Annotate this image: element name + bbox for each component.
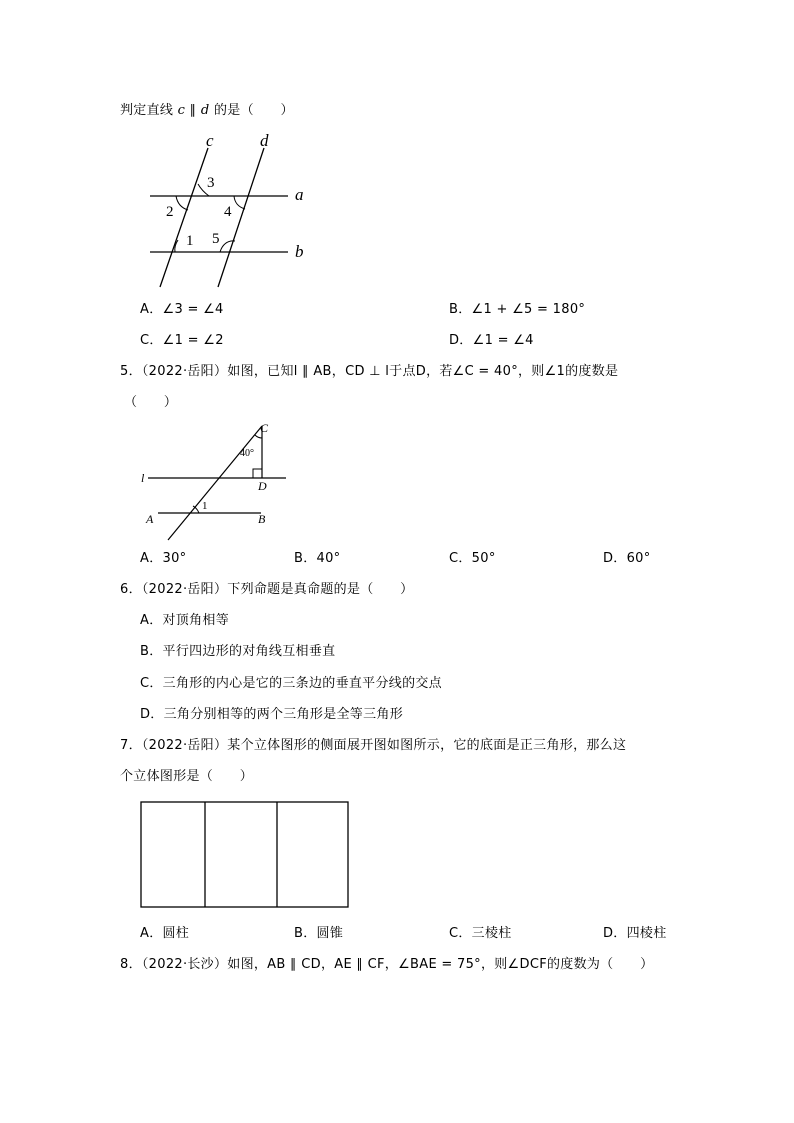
q7-stem-line2: 个立体图形是（ ）: [120, 769, 254, 784]
q4-label-angle1: 1: [186, 233, 194, 249]
q4-label-b: b: [295, 242, 304, 261]
q5-label-d: D: [258, 479, 267, 493]
q4-option-d: D．∠1 = ∠4: [449, 333, 534, 348]
q5-option-d: D．60°: [603, 551, 651, 566]
q6-option-d: D．三角分别相等的两个三角形是全等三角形: [140, 707, 404, 722]
q7-option-c: C．三棱柱: [449, 926, 512, 941]
q4-stem-parallel-symbol: ∥: [189, 103, 197, 118]
q4-label-angle4: 4: [224, 204, 232, 220]
q4-label-angle5: 5: [212, 231, 220, 247]
q4-stem-var-c: c: [177, 103, 186, 118]
q7-net-outline: [141, 802, 348, 907]
q5-label-a: A: [146, 512, 154, 526]
q6-option-c: C．三角形的内心是它的三条边的垂直平分线的交点: [140, 676, 442, 691]
q4-label-d: d: [260, 131, 269, 150]
q4-option-c: C．∠1 = ∠2: [140, 333, 224, 348]
q5-option-b: B．40°: [294, 551, 341, 566]
q4-label-a: a: [295, 185, 304, 204]
q5-label-40: 40°: [240, 448, 254, 459]
q5-label-angle1: 1: [202, 500, 208, 512]
q7-stem-line1: 7．（2022·岳阳）某个立体图形的侧面展开图如图所示，它的底面是正三角形，那么这: [120, 738, 627, 753]
q4-label-angle3: 3: [207, 175, 215, 191]
q7-option-d: D．四棱柱: [603, 926, 667, 941]
q5-label-b: B: [258, 512, 266, 526]
q6-option-a: A．对顶角相等: [140, 613, 229, 628]
q7-option-b: B．圆锥: [294, 926, 344, 941]
q4-stem-var-d: d: [200, 103, 210, 118]
q5-option-c: C．50°: [449, 551, 496, 566]
q4-option-b: B．∠1 + ∠5 = 180°: [449, 302, 586, 317]
q5-stem: 5．（2022·岳阳）如图，已知l ∥ AB，CD ⊥ l于点D，若∠C = 40°，则∠1的度数是: [120, 364, 619, 379]
q5-label-l: l: [141, 471, 145, 485]
q5-label-c: C: [260, 421, 269, 435]
q6-stem: 6．（2022·岳阳）下列命题是真命题的是（ ）: [120, 582, 414, 597]
q4-label-c: c: [206, 131, 214, 150]
q8-stem: 8．（2022·长沙）如图，AB ∥ CD，AE ∥ CF，∠BAE = 75°，则∠DCF的度数为（ ）: [120, 957, 654, 972]
q5-option-a: A．30°: [140, 551, 187, 566]
q5-answer-paren: （ ）: [124, 395, 178, 410]
q6-option-b: B．平行四边形的对角线互相垂直: [140, 644, 336, 659]
q4-label-angle2: 2: [166, 204, 174, 220]
q4-stem-suffix: 的是（ ）: [213, 103, 294, 118]
q4-stem-prefix: 判定直线: [120, 103, 174, 118]
q4-option-a: A．∠3 = ∠4: [140, 302, 224, 317]
q7-option-a: A．圆柱: [140, 926, 190, 941]
